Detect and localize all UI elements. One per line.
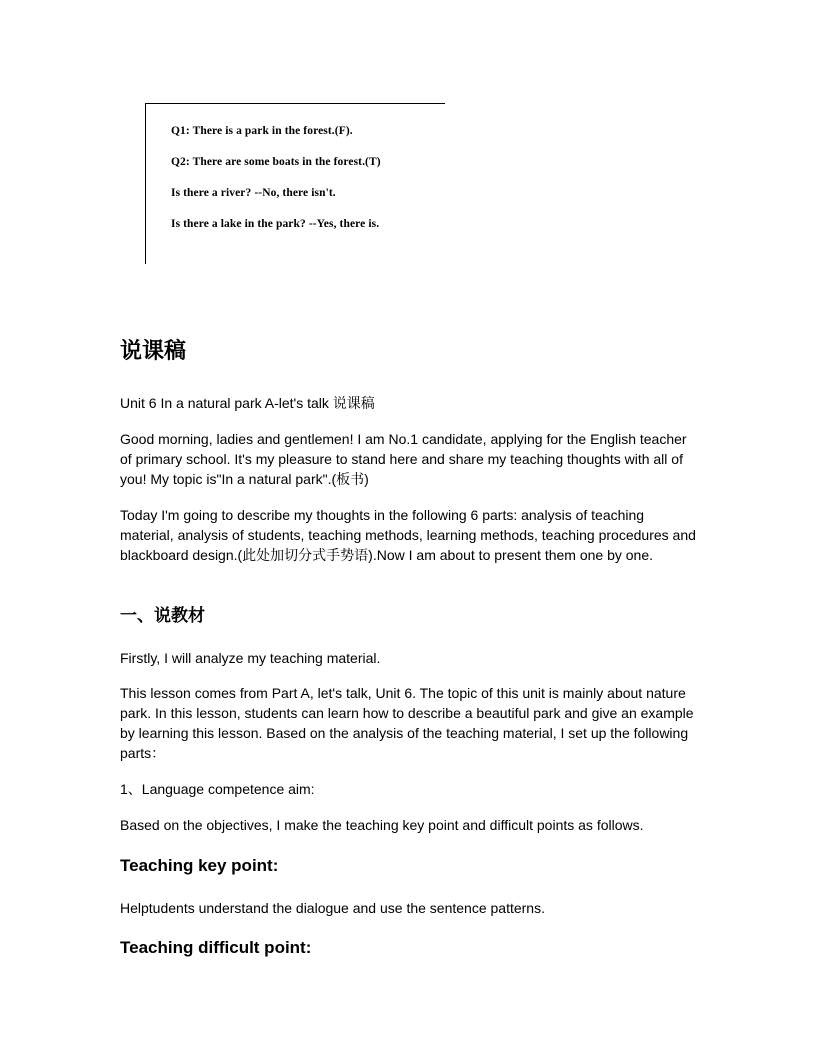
page-title: 说课稿: [120, 339, 187, 364]
board-line-river: Is there a river? --No, there isn't.: [171, 187, 336, 199]
board-line-q2: Q2: There are some boats in the forest.(T): [171, 156, 381, 168]
lesson-paragraph: This lesson comes from Part A, let's talk, Unit 6. The topic of this unit is mainly about nature park. In this lesson, students can learn how to describe a beautiful park and give an example by learning this lesson. Based on the analysis of the teaching material, I set up the following parts：: [120, 685, 694, 761]
key-point-heading: Teaching key point:: [120, 856, 279, 875]
outline-paragraph: Today I'm going to describe my thoughts in the following 6 parts: analysis of teaching material, analysis of students, teaching methods, learning methods, teaching procedures and blackboard design.(此处加切分式手势语).Now I am about to present them one by one.: [120, 507, 696, 563]
section-heading-teaching-material: 一、说教材: [120, 606, 205, 626]
blackboard-image: [145, 103, 445, 264]
board-line-lake: Is there a lake in the park? --Yes, there is.: [171, 218, 380, 230]
greeting-paragraph: Good morning, ladies and gentlemen! I am No.1 candidate, applying for the English teacher of primary school. It's my pleasure to stand here and share my teaching thoughts with all of you! My topic is"In a natural park".(板书): [120, 431, 687, 487]
subtitle-paragraph: Unit 6 In a natural park A-let's talk 说课稿: [120, 395, 375, 411]
language-aim-paragraph: 1、Language competence aim:: [120, 781, 315, 797]
key-point-paragraph: Helptudents understand the dialogue and use the sentence patterns.: [120, 900, 545, 916]
difficult-point-heading: Teaching difficult point:: [120, 938, 312, 957]
board-line-q1: Q1: There is a park in the forest.(F).: [171, 125, 353, 137]
objectives-paragraph: Based on the objectives, I make the teaching key point and difficult points as follows.: [120, 817, 644, 833]
firstly-paragraph: Firstly, I will analyze my teaching material.: [120, 650, 381, 666]
